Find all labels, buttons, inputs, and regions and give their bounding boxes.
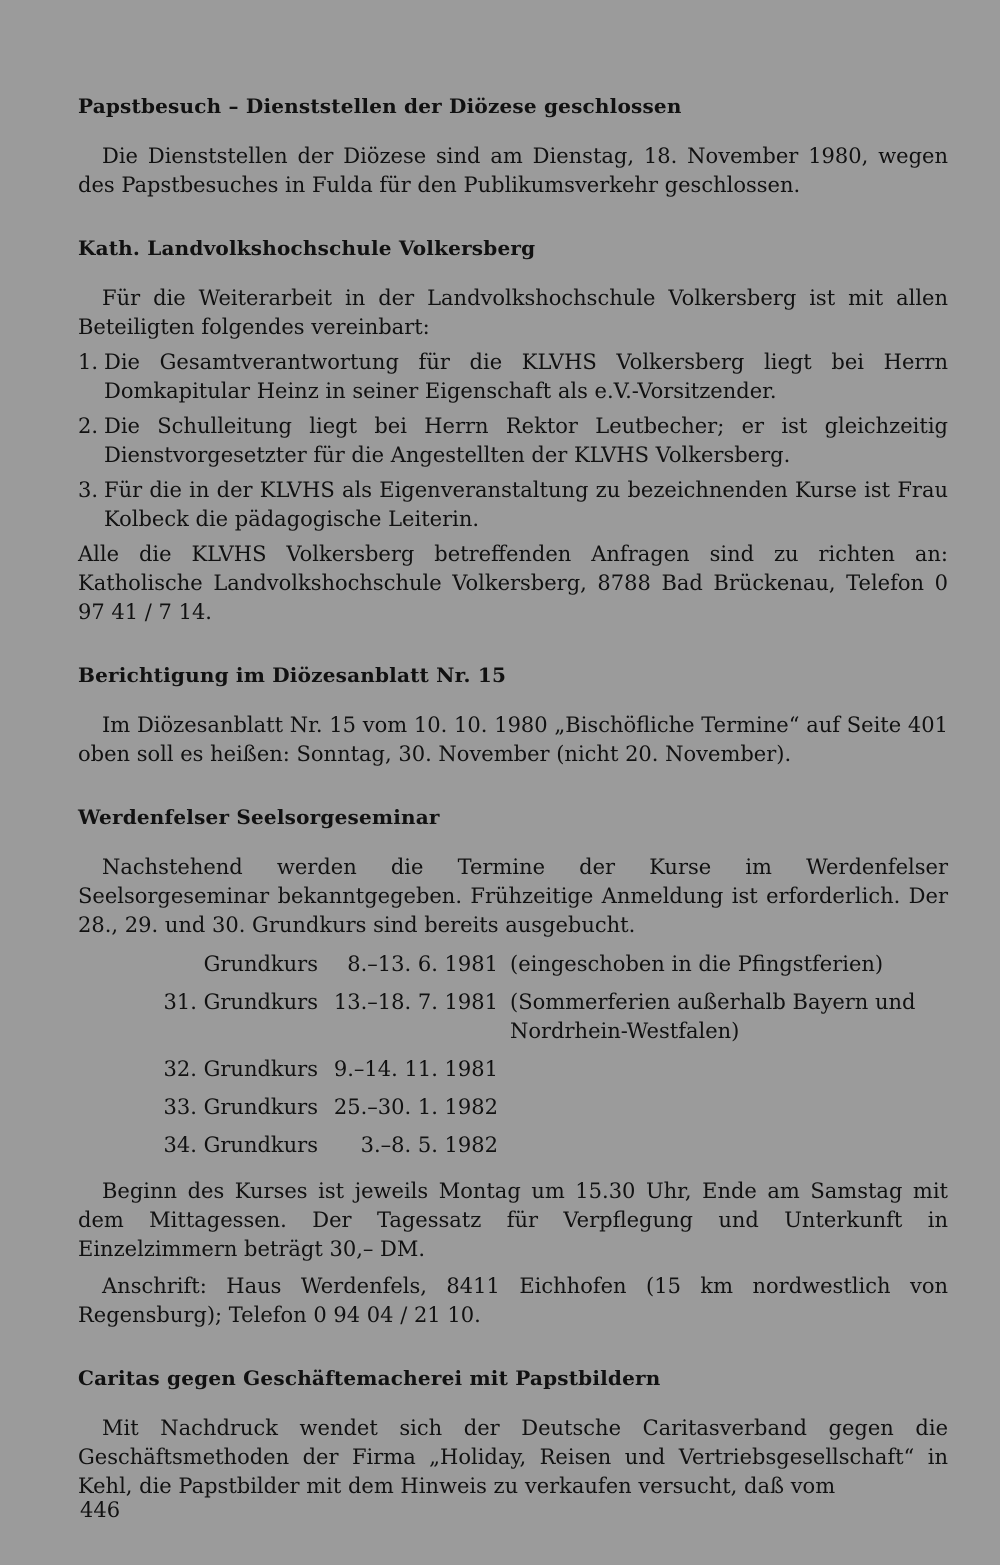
list-text: Die Gesamtverantwortung für die KLVHS Volkersberg liegt bei Herrn Domkapitular Heinz in seiner Eigenschaft als e.V.-Vorsitzender. [104, 350, 948, 403]
course-date: 25.–30. 1. 1982 [333, 1095, 498, 1119]
paragraph: Die Dienststellen der Diözese sind am Dienstag, 18. November 1980, wegen des Papstbesuches in Fulda für den Publikumsverkehr geschlossen. [78, 144, 948, 197]
course-note [510, 1131, 948, 1169]
course-date: 13.–18. 7. 1981 [333, 990, 498, 1014]
table-row [78, 988, 948, 1055]
list-text: Die Schulleitung liegt bei Herrn Rektor Leutbecher; er ist gleichzeitig Dienstvorgesetzter für die Angestellten der KLVHS Volkersberg. [104, 414, 948, 467]
section-heading: Berichtigung im Diözesanblatt Nr. 15 [78, 663, 507, 687]
list-number: 1. [78, 350, 99, 374]
course-note: (eingeschoben in die Pfingstferien) [510, 952, 884, 976]
paragraph-address: Anschrift: Haus Werdenfels, 8411 Eichhofen (15 km nordwestlich von Regensburg); Telefon 0 94 04 / 21 10. [78, 1274, 948, 1327]
paragraph: Beginn des Kurses ist jeweils Montag um 15.30 Uhr, Ende am Samstag mit dem Mittagessen. Der Tagessatz für Verpflegung und Unterkunft in Einzelzimmern beträgt 30,– DM. [78, 1179, 948, 1261]
table-row [78, 1131, 948, 1169]
course-name: 31. Grundkurs [163, 990, 318, 1014]
course-table [78, 950, 948, 1169]
section-heading: Papstbesuch – Dienststellen der Diözese geschlossen [78, 94, 682, 118]
page-number: 446 [80, 1498, 121, 1522]
list-number: 2. [78, 414, 99, 438]
course-note [510, 1055, 948, 1093]
paragraph: Im Diözesanblatt Nr. 15 vom 10. 10. 1980 „Bischöfliche Termine“ auf Seite 401 oben soll es heißen: Sonntag, 30. November (nicht 20. November). [78, 713, 948, 766]
section-heading: Werdenfelser Seelsorgeseminar [78, 805, 440, 829]
course-date: 3.–8. 5. 1982 [360, 1133, 498, 1157]
course-name: Grundkurs [203, 952, 318, 976]
list-text: Für die in der KLVHS als Eigenveranstaltung zu bezeichnenden Kurse ist Frau Kolbeck die pädagogische Leiterin. [104, 478, 948, 531]
section-heading: Caritas gegen Geschäftemacherei mit Papstbildern [78, 1366, 661, 1390]
section-landvolkshochschule [78, 234, 948, 627]
document-page [78, 92, 948, 1535]
course-name: 32. Grundkurs [163, 1057, 318, 1081]
list-item [78, 476, 948, 534]
paragraph-intro: Für die Weiterarbeit in der Landvolkshochschule Volkersberg ist mit allen Beteiligten folgendes vereinbart: [78, 286, 948, 339]
section-berichtigung [78, 661, 948, 769]
numbered-list [78, 348, 948, 534]
list-item [78, 348, 948, 406]
course-date: 9.–14. 11. 1981 [333, 1057, 498, 1081]
section-papstbesuch [78, 92, 948, 200]
section-heading: Kath. Landvolkshochschule Volkersberg [78, 236, 536, 260]
table-row [78, 1093, 948, 1131]
paragraph-closing: Alle die KLVHS Volkersberg betreffenden Anfragen sind zu richten an: Katholische Landvolkshochschule Volkersberg, 8788 Bad Brückenau, Telefon 0 97 41 / 7 14. [78, 542, 948, 624]
list-item [78, 412, 948, 470]
paragraph-intro: Nachstehend werden die Termine der Kurse im Werdenfelser Seelsorgeseminar bekanntgegeben. Frühzeitige Anmeldung ist erforderlich. Der 28., 29. und 30. Grundkurs sind bereits ausgebucht. [78, 855, 948, 937]
course-name: 34. Grundkurs [163, 1133, 318, 1157]
section-werdenfelser [78, 803, 948, 1330]
course-note [510, 1093, 948, 1131]
table-row [78, 950, 948, 988]
course-date: 8.–13. 6. 1981 [347, 952, 498, 976]
paragraph: Mit Nachdruck wendet sich der Deutsche Caritasverband gegen die Geschäftsmethoden der Firma „Holiday, Reisen und Vertriebsgesellschaft“ in Kehl, die Papstbilder mit dem Hinweis zu verkaufen versucht, daß vom [78, 1416, 948, 1498]
course-note: (Sommerferien außerhalb Bayern und Nordrhein-Westfalen) [510, 990, 916, 1043]
course-name: 33. Grundkurs [163, 1095, 318, 1119]
section-caritas [78, 1364, 948, 1501]
list-number: 3. [78, 478, 99, 502]
table-row [78, 1055, 948, 1093]
